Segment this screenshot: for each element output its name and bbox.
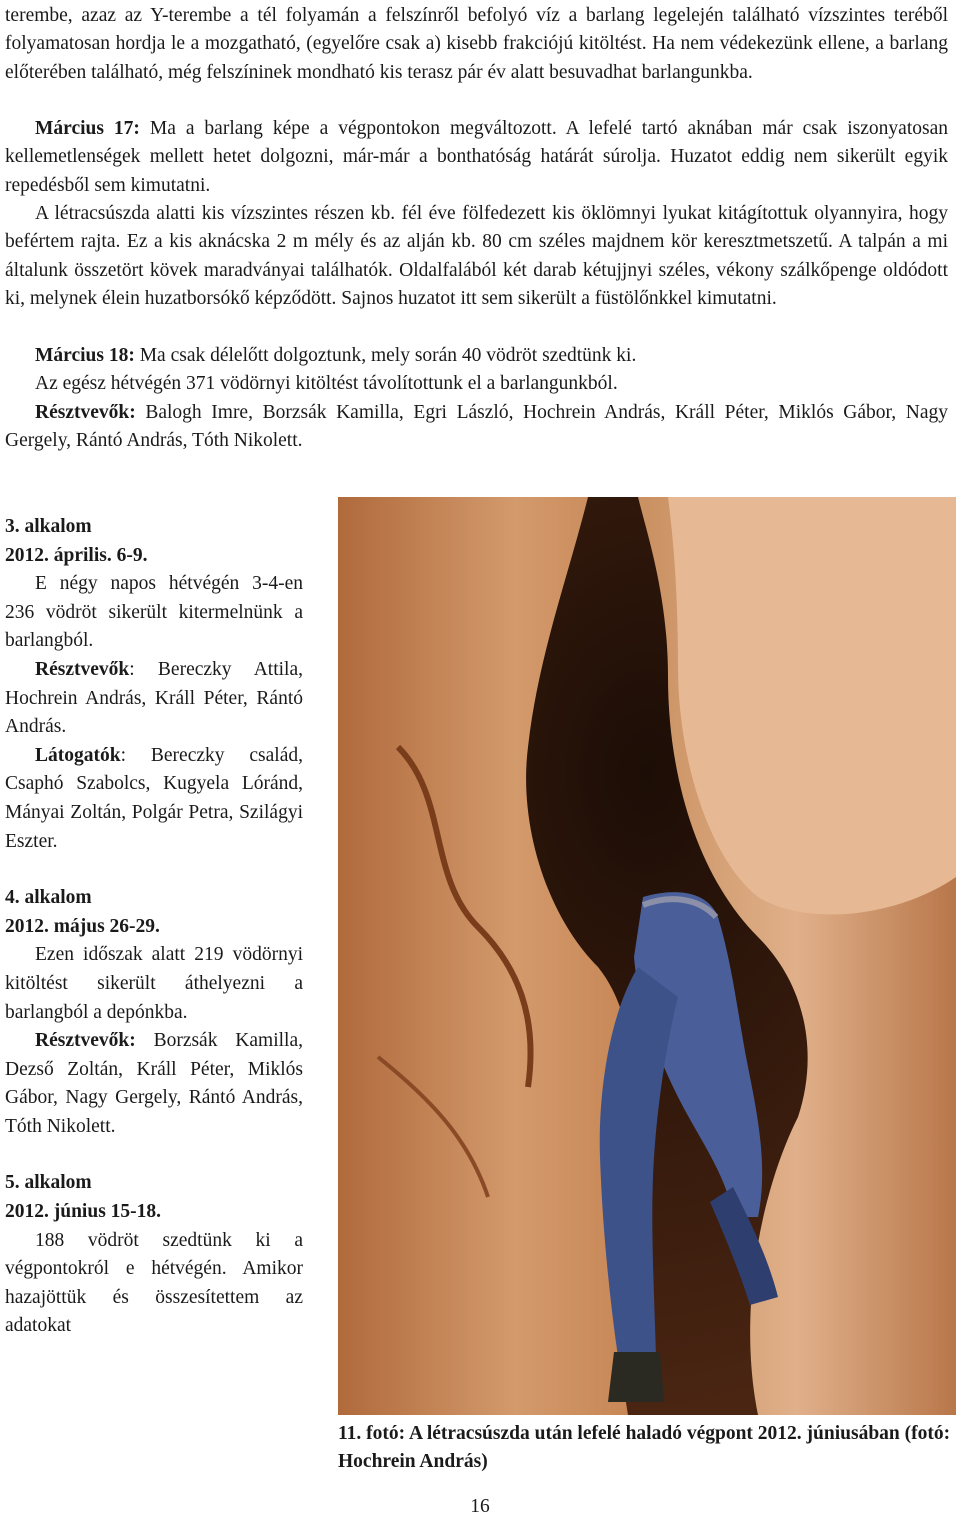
section-5-heading: 5. alkalom (5, 1172, 92, 1194)
paragraph-weekend-total: Az egész hétvégén 371 vödörnyi kitöltést távolítottunk el a barlangunkból. (35, 373, 618, 394)
section-4-heading: 4. alkalom (5, 887, 92, 909)
date-label-march-17: Március 17: (35, 118, 140, 139)
section-3-text: E négy napos hétvégén 3-4-en 236 vödröt sikerült kitermelnünk a barlangból. (5, 573, 303, 652)
person-boot (608, 1352, 664, 1402)
participants-text: Balogh Imre, Borzsák Kamilla, Egri László, Hochrein András, Králl Péter, Miklós Gábor, Nagy Gergely, Rántó András, Tóth Nikolett. (5, 402, 948, 452)
date-label-march-18: Március 18: (35, 345, 135, 366)
section-5-text: 188 vödröt szedtünk ki a végpontokról e hétvégén. Amikor hazajöttük és összesítettem az adatokat (5, 1229, 303, 1337)
paragraph-participants (5, 399, 948, 456)
paragraph-shaft: A létracsúszda alatti kis vízszintes részen kb. fél éve fölfedezett kis öklömnyi lyukat kitágítottuk olyannyira, hogy befértem rajta. Ez a kis aknácska 2 m mély és az alján kb. 80 cm széles majdnem kör keresztmetszetű. A talpán a mi általunk összetört kövek maradványai találhatók. Oldalfalából két darab kétujjnyi széles, vékony szálkőpenge oldódott ki, melynek élein huzatborsókő képződött. Sajnos huzatot itt sem sikerült a füstölőnkkel kimutatni. (5, 203, 948, 310)
paragraph-march-18-text: Ma csak délelőtt dolgoztunk, mely során 40 vödröt szedtünk ki. (134, 345, 637, 366)
section-3-heading: 3. alkalom (5, 516, 92, 537)
page-number: 16 (470, 1496, 490, 1517)
section-4-participants: Résztvevők: Borzsák Kamilla, Dezső Zoltán, Králl Péter, Miklós Gábor, Nagy Gergely, Rántó András, Tóth Nikolett. (5, 1030, 303, 1137)
cave-photo (338, 497, 956, 1415)
paragraph-march-17-text: Ma a barlang képe a végpontokon megváltozott. A lefelé tartó aknában már csak iszonyatosan kellemetlenségek mellett hetet dolgozni, már-már a bonthatóság határát súrolja. Huzatot eddig nem sikerült egyik repedésből sem kimutatni. (5, 118, 948, 196)
paragraph-march-18 (5, 342, 948, 370)
left-column (5, 513, 303, 1341)
participants-label: Résztvevők: (35, 402, 136, 423)
section-5-date: 2012. június 15-18. (5, 1201, 162, 1223)
section-4-text: Ezen időszak alatt 219 vödörnyi kitöltést sikerült áthelyezni a barlangból a depónkba. (5, 944, 303, 1023)
photo-caption: 11. fotó: A létracsúszda után lefelé haladó végpont 2012. júniusában (fotó: Hochrein András) (338, 1423, 951, 1472)
section-3-visitors: Látogatók: Bereczky család, Csaphó Szabolcs, Kugyela Lóránd, Mányai Zoltán, Polgár Petra, Szilágyi Eszter. (5, 744, 303, 852)
paragraph-march-17 (5, 115, 948, 200)
section-4-date: 2012. május 26-29. (5, 915, 160, 937)
section-3-date: 2012. április. 6-9. (5, 544, 148, 566)
section-3-participants: Résztvevők: Bereczky Attila, Hochrein András, Králl Péter, Rántó András. (5, 658, 303, 738)
paragraph-intro: terembe, azaz az Y-terembe a tél folyamán a felszínről befolyó víz a barlang legelején található vízszintes teréből folyamatosan hordja le a mozgatható, (egyelőre csak a) kisebb frakciójú kitöltést. Ha nem védekezünk ellene, a barlang előterében található, még felszíninek mondható kis terasz pár év alatt besuvadhat barlangunkba. (5, 5, 948, 83)
cave-photo-illustration (338, 497, 956, 1415)
